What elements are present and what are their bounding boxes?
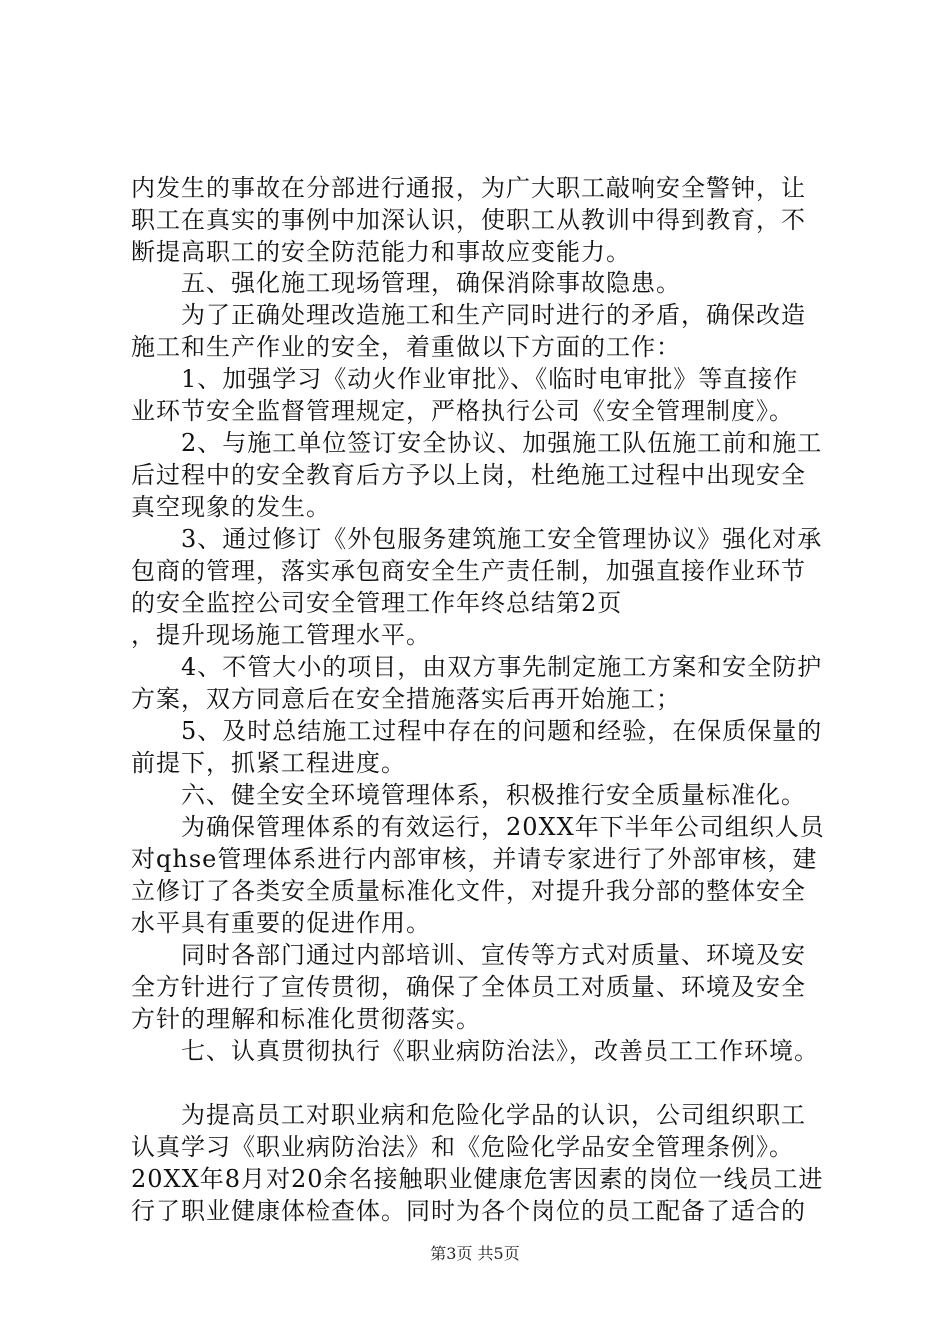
text-line: 3、通过修订《外包服务建筑施工安全管理协议》强化对承 — [131, 525, 823, 553]
text-line: 对qhse管理体系进行内部审核，并请专家进行了外部审核，建 — [131, 845, 818, 873]
text-line: 后过程中的安全教育后方予以上岗，杜绝施工过程中出现安全 — [131, 461, 806, 489]
text-line: 5、及时总结施工过程中存在的问题和经验，在保质保量的 — [131, 717, 823, 745]
text-line: ，提升现场施工管理水平。 — [131, 621, 431, 649]
text-line: 的安全监控公司安全管理工作年终总结第2页 — [131, 589, 623, 617]
text-line: 1、加强学习《动火作业审批》、《临时电审批》等直接作 — [131, 365, 799, 393]
text-line: 职工在真实的事例中加深认识，使职工从教训中得到教育，不 — [131, 206, 806, 234]
text-line: 20XX年8月对20余名接触职业健康危害因素的岗位一线员工进 — [131, 1165, 824, 1193]
text-line: 行了职业健康体检查体。同时为各个岗位的员工配备了适合的 — [131, 1197, 806, 1225]
text-line: 方针的理解和标准化贯彻落实。 — [131, 1005, 481, 1033]
section-heading: 五、强化施工现场管理，确保消除事故隐患。 — [131, 269, 681, 297]
text-line: 全方针进行了宣传贯彻，确保了全体员工对质量、环境及安全 — [131, 973, 806, 1001]
text-line: 内发生的事故在分部进行通报，为广大职工敲响安全警钟，让 — [131, 174, 806, 202]
text-line: 2、与施工单位签订安全协议、加强施工队伍施工前和施工 — [131, 429, 823, 457]
text-line: 认真学习《职业病防治法》和《危险化学品安全管理条例》。 — [131, 1133, 794, 1161]
text-line: 同时各部门通过内部培训、宣传等方式对质量、环境及安 — [131, 941, 806, 969]
text-line: 为提高员工对职业病和危险化学品的认识，公司组织职工 — [131, 1101, 806, 1129]
text-line: 为了正确处理改造施工和生产同时进行的矛盾，确保改造 — [131, 301, 806, 329]
text-line: 施工和生产作业的安全，着重做以下方面的工作： — [131, 333, 681, 361]
text-line: 业环节安全监督管理规定，严格执行公司《安全管理制度》。 — [131, 397, 794, 425]
text-line: 方案，双方同意后在安全措施落实后再开始施工； — [131, 685, 681, 713]
section-heading: 七、认真贯彻执行《职业病防治法》，改善员工工作环境。 — [131, 1037, 819, 1065]
page-number-footer: 第3页 共5页 — [430, 1244, 520, 1263]
text-line: 真空现象的发生。 — [131, 493, 331, 521]
text-line: 包商的管理，落实承包商安全生产责任制，加强直接作业环节 — [131, 557, 806, 585]
text-line: 水平具有重要的促进作用。 — [131, 909, 431, 937]
section-heading: 六、健全安全环境管理体系，积极推行安全质量标准化。 — [131, 781, 806, 809]
text-line: 立修订了各类安全质量标准化文件，对提升我分部的整体安全 — [131, 877, 806, 905]
text-line: 4、不管大小的项目，由双方事先制定施工方案和安全防护 — [131, 653, 823, 681]
text-line: 为确保管理体系的有效运行，20XX年下半年公司组织人员 — [131, 813, 825, 841]
text-line: 前提下，抓紧工程进度。 — [131, 749, 406, 777]
text-line: 断提高职工的安全防范能力和事故应变能力。 — [131, 238, 631, 266]
